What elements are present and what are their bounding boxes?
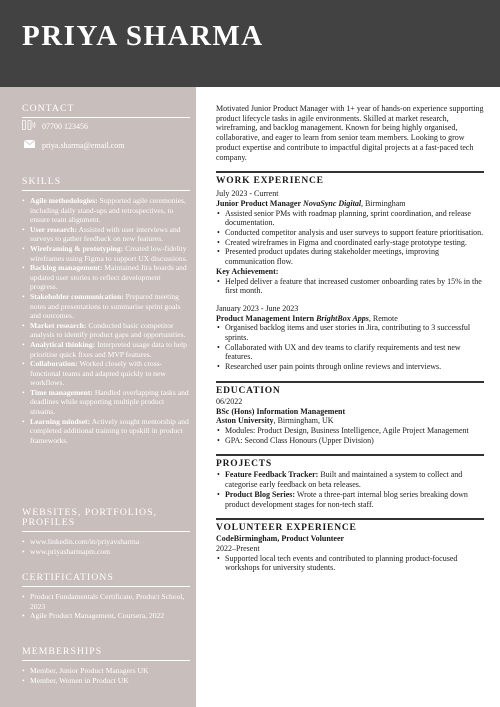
achievement-label: Key Achievement: bbox=[216, 266, 279, 276]
list-item: • Agile Product Management, Coursera, 2022 bbox=[22, 611, 190, 621]
list-item: • Researched user pain points through online reviews and interviews. bbox=[225, 362, 484, 372]
education-bullets bbox=[216, 426, 484, 445]
list-item: • Time management: Handled overlapping tasks and deadlines while supporting multiple product streams. bbox=[22, 388, 190, 417]
list-item: • Modules: Product Design, Business Intelligence, Agile Project Management bbox=[225, 426, 484, 436]
certifications-title: CERTIFICATIONS bbox=[22, 572, 114, 583]
list-item: • Created wireframes in Figma and coordinated early-stage prototype testing. bbox=[225, 238, 484, 248]
volunteer-org-role: CodeBirmingham, Product Volunteer bbox=[216, 534, 345, 544]
list-item: • Collaborated with UX and dev teams to clarify requirements and test new features. bbox=[225, 343, 484, 362]
job-bullets bbox=[216, 209, 484, 267]
list-item[interactable]: • www.priyasharmapm.com bbox=[22, 547, 190, 557]
list-item: • Product Fundamentals Certificate, Product School, 2023 bbox=[22, 592, 190, 611]
professional-summary: Motivated Junior Product Manager with 1+ year of hands-on experience supporting product lifecycle tasks in agile environments. Skilled at market research, wireframing, and backlog management. Known for being highly organised, collaborative, and eager to learn from senior team members. Looking to grow product expertise and contribute to impactful digital projects at a fast-paced tech company. bbox=[216, 104, 484, 162]
skills-title: SKILLS bbox=[22, 176, 62, 187]
list-item: • User research: Assisted with user interviews and surveys to gather feedback on new features. bbox=[22, 225, 190, 244]
job-entry bbox=[216, 189, 484, 296]
list-item: • Helped deliver a feature that increased customer onboarding rates by 15% in the first month. bbox=[225, 277, 484, 296]
volunteer-bullets bbox=[216, 554, 484, 573]
memberships-list bbox=[22, 666, 190, 685]
list-item: • Organised backlog items and user stories in Jira, contributing to 3 successful sprints. bbox=[225, 323, 484, 342]
education-divider bbox=[216, 381, 484, 383]
list-item: • Stakeholder communication: Prepared meeting notes and presentations to summarise sprint goals and outcomes. bbox=[22, 292, 190, 321]
list-item: • Conducted competitor analysis and user surveys to support feature prioritisation. bbox=[225, 228, 484, 238]
education-date: 06/2022 bbox=[216, 396, 243, 406]
achievement-bullets bbox=[216, 277, 484, 296]
websites-title: WEBSITES, PORTFOLIOS, PROFILES bbox=[22, 507, 157, 528]
certifications-list bbox=[22, 592, 190, 621]
job-bullets bbox=[216, 323, 484, 372]
contact-phone bbox=[22, 120, 88, 133]
header-band bbox=[0, 0, 500, 87]
certifications-section bbox=[22, 573, 190, 621]
list-item: • Backlog management: Maintained Jira boards and updated user stories to reflect development progress. bbox=[22, 263, 190, 292]
contact-section bbox=[22, 104, 190, 118]
work-title: WORK EXPERIENCE bbox=[216, 176, 324, 187]
sidebar bbox=[0, 87, 196, 707]
projects-title: PROJECTS bbox=[216, 459, 273, 470]
list-item: • Learning mindset: Actively sought mentorship and completed additional training to upskill in product frameworks. bbox=[22, 417, 190, 446]
volunteer-title: VOLUNTEER EXPERIENCE bbox=[216, 523, 357, 534]
websites-divider bbox=[22, 531, 190, 532]
skills-divider bbox=[22, 190, 190, 191]
list-item: • Collaboration: Worked closely with cross-functional teams and adapted quickly to new workflows. bbox=[22, 359, 190, 388]
phone-number[interactable]: 07700 123456 bbox=[42, 122, 88, 131]
education-school: Aston University, Birmingham, UK bbox=[216, 416, 334, 426]
list-item: • Analytical thinking: Interpreted usage data to help prioritise quick fixes and MVP features. bbox=[22, 340, 190, 359]
phone-icon bbox=[22, 120, 36, 133]
list-item: • Feature Feedback Tracker: Built and maintained a system to collect and categorise early feedback on beta releases. bbox=[225, 470, 484, 489]
contact-divider bbox=[22, 117, 190, 118]
skills-section bbox=[22, 177, 190, 445]
candidate-name: PRIYA SHARMA bbox=[22, 20, 264, 52]
list-item: • Presented product updates during stakeholder meetings, improving communication flow. bbox=[225, 247, 484, 266]
volunteer-dates: 2022–Present bbox=[216, 543, 260, 553]
contact-email bbox=[22, 140, 124, 151]
skills-list bbox=[22, 196, 190, 445]
job-dates: July 2023 - Current bbox=[216, 189, 279, 199]
list-item: • Wireframing & prototyping: Created low-fidelity wireframes using Figma to support UX discussions. bbox=[22, 244, 190, 263]
list-item: • Agile methodologies: Supported agile ceremonies, including daily stand-ups and retrospectives, to ensure team alignment. bbox=[22, 196, 190, 225]
websites-section bbox=[22, 508, 190, 556]
memberships-title: MEMBERSHIPS bbox=[22, 646, 103, 657]
list-item: • Product Blog Series: Wrote a three-part internal blog series breaking down product development stages for non-tech staff. bbox=[225, 490, 484, 509]
work-divider bbox=[216, 171, 484, 173]
volunteer-divider bbox=[216, 518, 484, 520]
list-item[interactable]: • www.linkedin.com/in/priyavsharma bbox=[22, 537, 190, 547]
certifications-divider bbox=[22, 586, 190, 587]
job-dates: January 2023 - June 2023 bbox=[216, 303, 299, 313]
job-heading: Junior Product Manager NovaSync Digital, Birmingham bbox=[216, 198, 406, 208]
email-address[interactable]: priya.sharma@email.com bbox=[42, 141, 125, 150]
education-degree: BSc (Hons) Information Management bbox=[216, 406, 346, 416]
list-item: • Market research: Conducted basic competitor analysis to identify product gaps and opportunities. bbox=[22, 321, 190, 340]
list-item: • Supported local tech events and contributed to planning product-focused workshops for university students. bbox=[225, 554, 484, 573]
education-title: EDUCATION bbox=[216, 385, 281, 396]
job-heading: Product Management Intern BrightBox Apps, Remote bbox=[216, 313, 398, 323]
memberships-section bbox=[22, 647, 190, 685]
list-item: • Member, Women in Product UK bbox=[22, 676, 190, 686]
websites-list bbox=[22, 537, 190, 556]
projects-divider bbox=[216, 454, 484, 456]
contact-title: CONTACT bbox=[22, 103, 75, 114]
memberships-divider bbox=[22, 660, 190, 661]
list-item: • Member, Junior Product Managers UK bbox=[22, 666, 190, 676]
main-content bbox=[216, 104, 484, 573]
list-item: • Assisted senior PMs with roadmap planning, sprint coordination, and release documentation. bbox=[225, 209, 484, 228]
list-item: • GPA: Second Class Honours (Upper Division) bbox=[225, 436, 484, 446]
job-entry bbox=[216, 304, 484, 372]
projects-list bbox=[216, 470, 484, 509]
envelope-icon bbox=[22, 140, 36, 151]
